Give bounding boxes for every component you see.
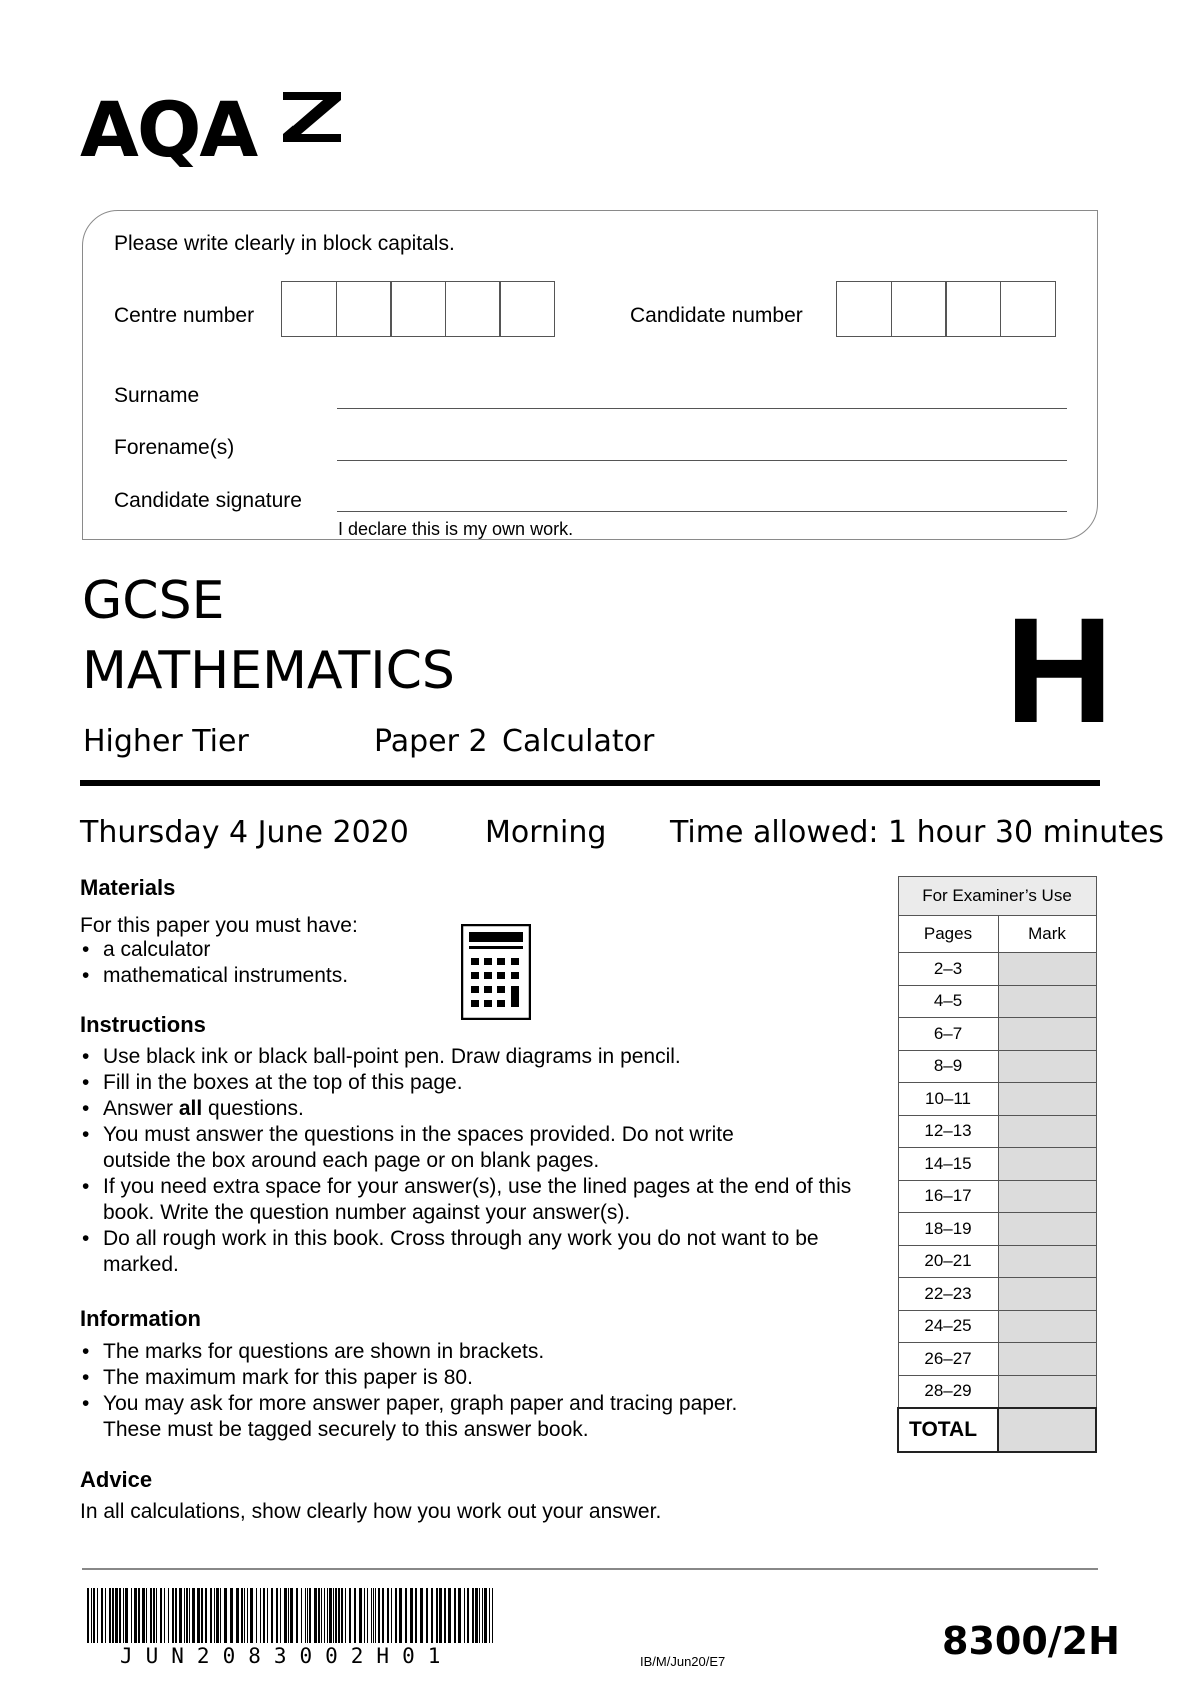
list-item: • The maximum mark for this paper is 80. [80,1365,790,1391]
candidate-digit-box[interactable] [891,281,947,337]
barcode-bar [134,1588,137,1643]
barcode-bar [105,1588,106,1643]
barcode-bar [371,1588,372,1643]
barcode-bar [189,1588,190,1643]
barcode-bar [197,1588,200,1643]
forename-label: Forename(s) [114,436,235,459]
total-label: TOTAL [898,1408,998,1452]
mark-cell [998,1245,1096,1278]
barcode-bar [489,1588,490,1643]
mark-cell [998,1213,1096,1246]
table-row [898,1310,1096,1343]
barcode-bar [318,1588,320,1643]
barcode-bar [256,1588,257,1643]
surname-label: Surname [114,384,200,407]
pages-cell: 2–3 [898,953,998,986]
barcode-bar [205,1588,207,1643]
surname-line[interactable] [337,408,1067,409]
barcode-bar [186,1588,188,1643]
barcode-bar [301,1588,302,1643]
pages-cell: 8–9 [898,1050,998,1083]
mark-cell [998,1148,1096,1181]
centre-digit-box[interactable] [281,281,337,337]
barcode-bar [164,1588,165,1643]
barcode-bar [125,1588,128,1643]
mark-cell [998,1343,1096,1376]
materials-intro: For this paper you must have: [80,914,358,937]
barcode-bar [327,1588,328,1643]
barcode-bar [354,1588,356,1643]
barcode-bar [296,1588,298,1643]
calculator-label: Calculator [502,724,655,759]
barcode-bar [472,1588,474,1643]
barcode-bar [214,1588,215,1643]
column-header-mark: Mark [998,916,1096,953]
total-row [898,1408,1096,1452]
title-divider [80,780,1100,786]
barcode-text: JUN2083002H01 [120,1644,454,1668]
materials-heading: Materials [80,875,176,900]
barcode-bar [467,1588,469,1643]
barcode-bar [263,1588,265,1643]
barcode-bar [464,1588,465,1643]
barcode-bar [260,1588,261,1643]
list-item: • You may ask for more answer paper, graph paper and tracing paper. These must be tagged securely to this answer book. [80,1391,790,1443]
pages-cell: 24–25 [898,1310,998,1343]
barcode-bar [138,1588,140,1643]
reference-code: IB/M/Jun20/E7 [640,1654,726,1669]
mark-cell [998,1310,1096,1343]
column-header-pages: Pages [898,916,998,953]
list-item: • The marks for questions are shown in brackets. [80,1339,790,1365]
barcode-bar [224,1588,227,1643]
barcode-bar [305,1588,306,1643]
aqa-logo-mark [283,92,341,142]
candidate-digit-box[interactable] [836,281,892,337]
tier-letter: H [1005,586,1114,754]
barcode-bar [184,1588,185,1643]
barcode-bar [115,1588,118,1643]
barcode-bar [329,1588,332,1643]
paper-label: Paper 2 [374,724,488,759]
barcode-bar [284,1588,287,1643]
barcode-bar [333,1588,334,1643]
barcode-bar [431,1588,433,1643]
mark-cell [998,1050,1096,1083]
barcode-bar [338,1588,340,1643]
barcode-bar [288,1588,289,1643]
examiners-use-table [897,876,1097,1453]
barcode-bar [87,1588,89,1643]
barcode-bar [168,1588,169,1643]
barcode-bar [387,1588,389,1643]
aqa-logo [80,85,257,174]
barcode-bar [341,1588,343,1643]
barcode-bar [244,1588,245,1643]
barcode-bar [321,1588,322,1643]
list-item: • a calculator [80,937,460,963]
barcode-bar [230,1588,233,1643]
barcode-bar [484,1588,487,1643]
mark-cell [998,1278,1096,1311]
advice-text: In all calculations, show clearly how you work out your answer. [80,1500,662,1523]
barcode-bar [475,1588,478,1643]
instructions-heading: Instructions [80,1012,206,1037]
answer-all-text: Answer [103,1097,179,1120]
information-list [80,1339,790,1443]
barcode-bar [201,1588,203,1643]
table-row [898,1115,1096,1148]
table-row [898,1050,1096,1083]
table-row [898,953,1096,986]
list-item: • Use black ink or black ball-point pen. Draw diagrams in pencil. [80,1044,860,1070]
barcode-bar [220,1588,221,1643]
signature-line[interactable] [337,511,1067,512]
mark-cell [998,1115,1096,1148]
barcode-bar [271,1588,273,1643]
pages-cell: 12–13 [898,1115,998,1148]
barcode-bar [439,1588,442,1643]
barcode-bar [276,1588,278,1643]
pages-cell: 22–23 [898,1278,998,1311]
centre-digit-box[interactable] [390,281,446,337]
barcode-bar [382,1588,384,1643]
table-row [898,985,1096,1018]
barcode-bar [241,1588,243,1643]
barcode-bar [375,1588,376,1643]
barcode-bar [119,1588,121,1643]
pages-cell: 28–29 [898,1375,998,1408]
barcode-bar [345,1588,346,1643]
barcode-bar [335,1588,337,1643]
table-row [898,1083,1096,1116]
table-row [898,1018,1096,1051]
barcode-bar [444,1588,446,1643]
table-row [898,1245,1096,1278]
barcode-bar [250,1588,253,1643]
barcode-bar [314,1588,317,1643]
list-item [80,1096,860,1122]
paper-code: 8300/2H [942,1619,1120,1663]
barcode-bar [97,1588,98,1643]
qualification-title: GCSE [82,571,225,631]
mark-cell [998,1180,1096,1213]
mark-cell [998,1375,1096,1408]
centre-number-label: Centre number [114,304,255,327]
barcode-bar [236,1588,239,1643]
footer-divider [82,1568,1098,1570]
pages-cell: 6–7 [898,1018,998,1051]
barcode-bar [93,1588,95,1643]
barcode-bar [395,1588,397,1643]
table-row [898,1343,1096,1376]
list-item: • Do all rough work in this book. Cross through any work you do not want to be marked. [80,1226,843,1278]
barcode-bar [405,1588,407,1643]
barcode-bar [378,1588,380,1643]
barcode-bar [101,1588,103,1643]
barcode-bar [309,1588,311,1643]
barcode-bar [482,1588,483,1643]
candidate-number-label: Candidate number [630,304,803,327]
pages-cell: 16–17 [898,1180,998,1213]
barcode-bar [391,1588,392,1643]
pages-cell: 18–19 [898,1213,998,1246]
barcode-bar [399,1588,402,1643]
barcode-bar [175,1588,177,1643]
instructions-list [80,1044,860,1278]
exam-session: Morning [485,815,607,850]
barcode-bar [290,1588,293,1643]
barcode-bar [123,1588,124,1643]
answer-all-text: questions. [202,1097,304,1120]
pages-cell: 14–15 [898,1148,998,1181]
barcode-bar [349,1588,351,1643]
list-item: • mathematical instruments. [80,963,460,989]
barcode-bar [267,1588,268,1643]
pages-cell: 26–27 [898,1343,998,1376]
barcode-bar [420,1588,423,1643]
pages-cell: 20–21 [898,1245,998,1278]
candidate-digit-box[interactable] [1000,281,1056,337]
barcode [87,1588,497,1643]
centre-digit-box[interactable] [499,281,555,337]
barcode-bar [359,1588,362,1643]
barcode-bar [492,1588,493,1643]
centre-digit-box[interactable] [445,281,501,337]
barcode-bar [156,1588,157,1643]
block-capitals-instruction: Please write clearly in block capitals. [114,232,455,255]
candidate-digit-box[interactable] [945,281,1001,337]
barcode-bar [216,1588,219,1643]
pages-cell: 10–11 [898,1083,998,1116]
barcode-bar [142,1588,145,1643]
barcode-bar [367,1588,368,1643]
answer-all-emphasis: all [178,1097,203,1120]
table-title: For Examiner’s Use [898,877,1096,916]
barcode-bar [146,1588,147,1643]
barcode-bar [436,1588,438,1643]
mark-cell [998,1018,1096,1051]
pages-cell: 4–5 [898,985,998,1018]
total-mark-cell [998,1408,1096,1452]
barcode-bar [448,1588,451,1643]
mark-cell [998,953,1096,986]
declaration-text: I declare this is my own work. [338,519,574,539]
list-item: • Fill in the boxes at the top of this page. [80,1070,860,1096]
signature-label: Candidate signature [114,489,302,512]
mark-cell [998,1083,1096,1116]
barcode-bar [373,1588,374,1643]
tier-label: Higher Tier [83,724,249,759]
barcode-bar [364,1588,365,1643]
barcode-bar [454,1588,456,1643]
barcode-bar [179,1588,182,1643]
barcode-bar [307,1588,308,1643]
barcode-bar [410,1588,413,1643]
table-row [898,1278,1096,1311]
subject-title: MATHEMATICS [82,641,455,701]
list-item: • You must answer the questions in the spaces provided. Do not write outside the box around each page or on blank pages. [80,1122,793,1174]
exam-date: Thursday 4 June 2020 [80,815,409,850]
table-row [898,1375,1096,1408]
mark-cell [998,985,1096,1018]
materials-list [80,937,460,989]
barcode-bar [91,1588,92,1643]
table-row [898,1213,1096,1246]
centre-number-field[interactable] [281,281,555,337]
barcode-bar [458,1588,461,1643]
centre-digit-box[interactable] [336,281,392,337]
barcode-bar [192,1588,195,1643]
barcode-bar [150,1588,152,1643]
barcode-bar [426,1588,428,1643]
logo-text: AQA [80,85,257,174]
barcode-bar [210,1588,212,1643]
information-heading: Information [80,1306,201,1331]
calculator-icon [461,924,531,1020]
list-item: • If you need extra space for your answer(s), use the lined pages at the end of this book. Write the question number against your answer(s). [80,1174,860,1226]
time-allowed: Time allowed: 1 hour 30 minutes [670,815,1165,850]
barcode-bar [172,1588,174,1643]
barcode-bar [131,1588,132,1643]
barcode-bar [415,1588,417,1643]
barcode-bar [324,1588,325,1643]
table-row [898,1148,1096,1181]
barcode-bar [247,1588,248,1643]
barcode-bar [153,1588,155,1643]
barcode-bar [160,1588,162,1643]
candidate-number-field[interactable] [836,281,1056,337]
barcode-bar [280,1588,281,1643]
forename-line[interactable] [337,460,1067,461]
table-row [898,1180,1096,1213]
advice-heading: Advice [80,1467,153,1492]
barcode-bar [479,1588,480,1643]
barcode-bar [112,1588,114,1643]
barcode-bar [109,1588,111,1643]
